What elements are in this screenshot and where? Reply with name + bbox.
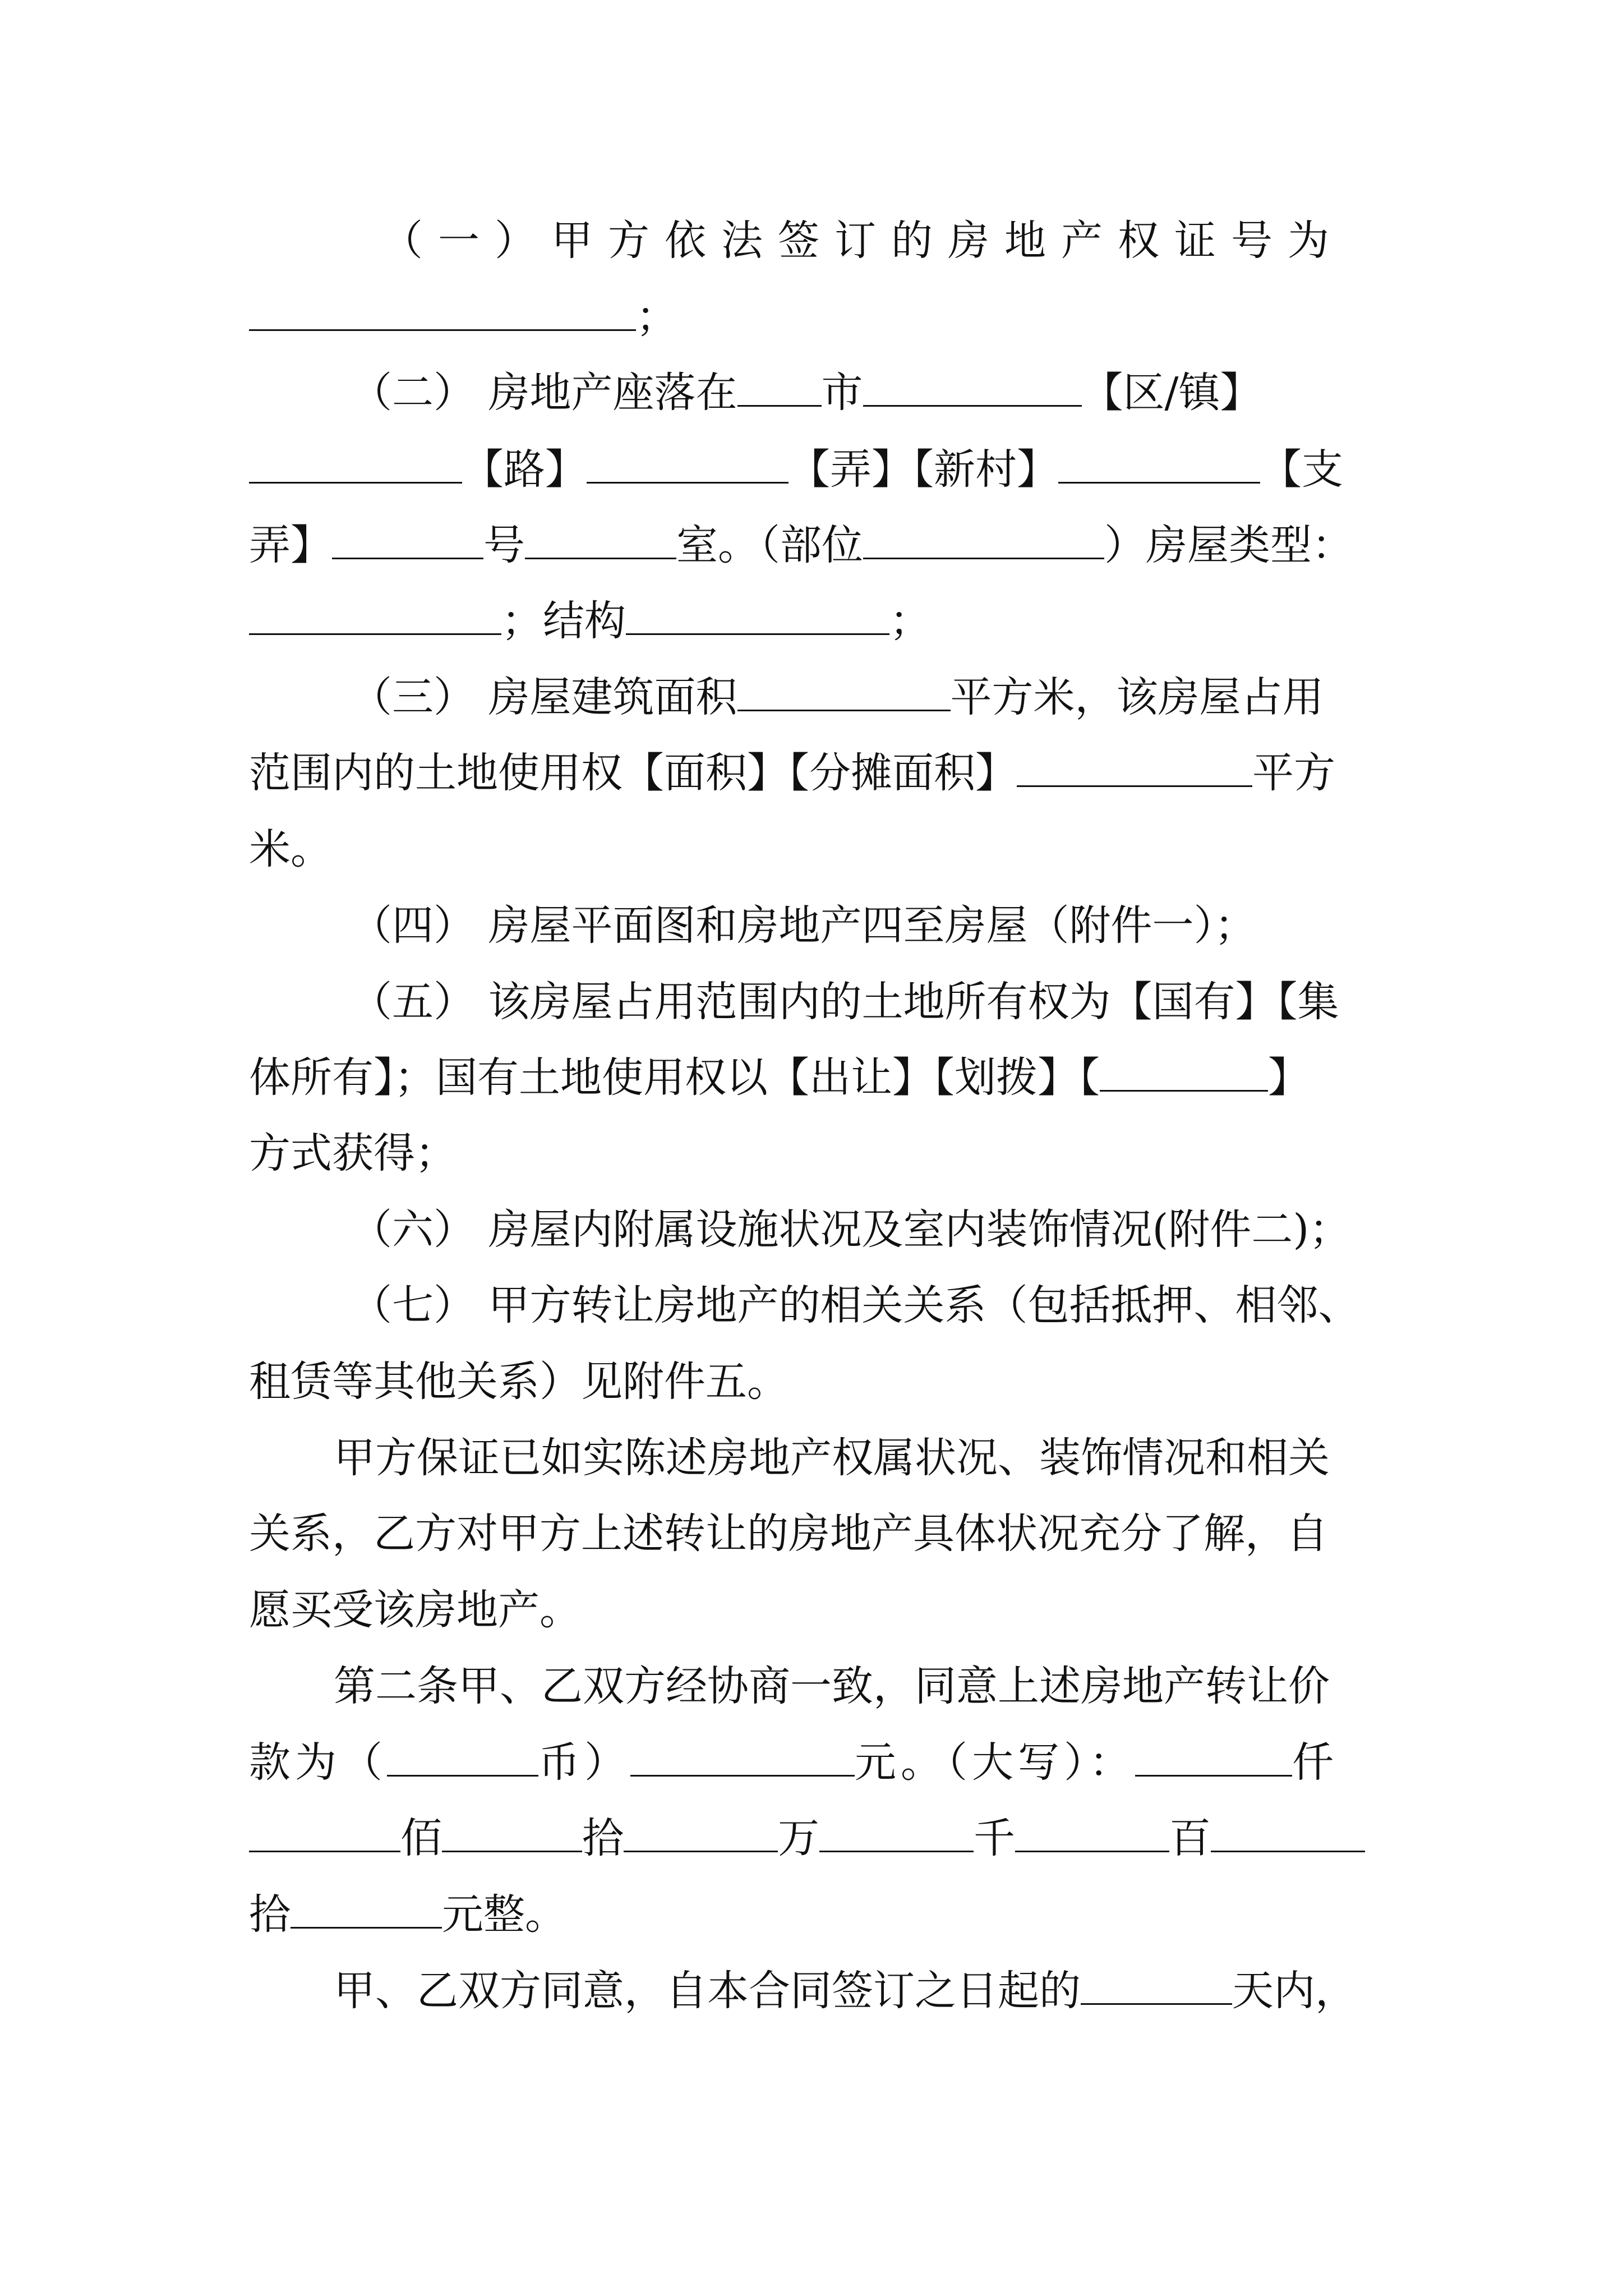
clause-4-text: （四） 房屋平面图和房地产四至房屋（附件一）； (351, 901, 1256, 950)
number-label: 号 (483, 521, 525, 569)
building-area-label: （三） 房屋建筑面积 (351, 673, 737, 721)
clause-6 (351, 1202, 1350, 1258)
guarantee-text: 甲方保证已如实陈述房地产权属状况、装饰情况和相关 (334, 1434, 1330, 1482)
article-2-line-1 (334, 1658, 1330, 1714)
ten-million-label: 拾 (582, 1814, 624, 1862)
city-blank[interactable] (737, 370, 822, 407)
currency-label: 币） (538, 1738, 630, 1787)
clause-2-text: （二） 房地产座落在 (351, 369, 737, 417)
currency-blank[interactable] (387, 1740, 538, 1777)
days-label: 天内， (1232, 1967, 1357, 2015)
clause-2-line-3 (249, 517, 1353, 573)
land-area-label: 范围内的土地使用权【面积】【分摊面积】 (249, 749, 1017, 797)
price-label: 款为（ (249, 1738, 387, 1787)
branch-label: 【支 (1260, 445, 1343, 494)
clause-3-line-1 (351, 669, 1324, 725)
clause-1-line-2 (249, 289, 677, 345)
lane-blank[interactable] (587, 447, 789, 484)
land-right-end: 】 (1268, 1053, 1310, 1102)
clause-1-end: ； (636, 293, 677, 341)
clause-4 (351, 898, 1256, 954)
clause-7-text: （七） 甲方转让房地产的相关关系（包括抵押、相邻、 (351, 1281, 1360, 1329)
clause-5-line-1 (351, 974, 1339, 1030)
yuan-blank[interactable] (291, 1892, 442, 1929)
article-2-line-4 (249, 1887, 566, 1943)
land-right-label: 体所有】；国有土地使用权以【出让】【划拨】【 (249, 1053, 1100, 1102)
clause-2-line-2 (249, 441, 1343, 498)
structure-blank[interactable] (626, 598, 889, 635)
hundred-million-label: 佰 (400, 1814, 442, 1862)
guarantee-text-3: 愿买受该房地产。 (249, 1586, 581, 1634)
district-blank[interactable] (863, 370, 1082, 407)
house-type-label: ）房屋类型： (1104, 521, 1353, 569)
location-blank[interactable] (863, 522, 1104, 559)
clause-5-end: 方式获得； (249, 1129, 457, 1177)
article-2-line-2 (249, 1734, 1338, 1791)
clause-2-line-1 (351, 365, 1261, 421)
room-blank[interactable] (525, 522, 676, 559)
article-2-line-3 (249, 1810, 1365, 1866)
road-blank[interactable] (249, 447, 462, 484)
clause-2-line-4 (249, 593, 931, 649)
clause-3-line-2 (249, 745, 1335, 801)
clause-5-line-2 (249, 1050, 1310, 1106)
land-area-unit-end: 米。 (249, 825, 332, 873)
land-area-unit: 平方 (1252, 749, 1335, 797)
clause-1-line-1 (381, 213, 1380, 269)
house-type-blank[interactable] (249, 598, 501, 635)
building-area-blank[interactable] (737, 674, 951, 711)
thousand-digit-label: 千 (974, 1814, 1015, 1862)
guarantee-line-1 (334, 1430, 1330, 1486)
lane-label: 【弄】【新村】 (789, 445, 1058, 494)
clause-5-text: （五） 该房屋占用范围内的土地所有权为【国有】【集 (351, 978, 1339, 1026)
building-area-unit: 平方米，该房屋占用 (950, 673, 1324, 721)
thousand-blank[interactable] (1135, 1740, 1292, 1777)
article-2-text: 第二条甲、乙双方经协商一致，同意上述房地产转让价 (334, 1662, 1330, 1710)
days-blank[interactable] (1081, 1968, 1232, 2005)
price-blank[interactable] (630, 1740, 855, 1777)
ten-thousand-blank[interactable] (624, 1815, 778, 1852)
branch-lane-blank[interactable] (1058, 447, 1260, 484)
ten-label: 拾 (249, 1890, 291, 1939)
clause-7-line-2 (249, 1354, 789, 1410)
number-blank[interactable] (332, 522, 483, 559)
district-label: 【区/镇】 (1081, 369, 1262, 417)
ten-thousand-label: 万 (778, 1814, 819, 1862)
structure-label: ；结构 (501, 597, 626, 645)
clause-7-end: 租赁等其他关系）见附件五。 (249, 1358, 789, 1406)
yuan-label: 元整。 (442, 1890, 566, 1939)
ten-blank[interactable] (1211, 1815, 1365, 1852)
clause-5-line-3 (249, 1125, 457, 1181)
agreement-text: 甲、乙双方同意，自本合同签订之日起的 (334, 1967, 1081, 2015)
agreement-line-1 (334, 1963, 1357, 2019)
land-area-blank[interactable] (1017, 750, 1252, 787)
certificate-number-blank[interactable] (249, 294, 636, 331)
hundred-million-blank[interactable] (249, 1815, 400, 1852)
city-label: 市 (821, 369, 863, 417)
price-uppercase-label: 元。（大写）： (855, 1738, 1135, 1787)
clause-6-text: （六） 房屋内附属设施状况及室内装饰情况(附件二)； (351, 1205, 1351, 1254)
thousand-label: 仟 (1292, 1738, 1338, 1787)
hundred-label: 百 (1169, 1814, 1211, 1862)
thousand-digit-blank[interactable] (819, 1815, 974, 1852)
room-label: 室。（部位 (676, 521, 863, 569)
ten-million-blank[interactable] (442, 1815, 582, 1852)
clause-1-text: （一）甲方依法签订的房地产权证号为 (381, 217, 1344, 265)
hundred-blank[interactable] (1015, 1815, 1169, 1852)
guarantee-text-2: 关系，乙方对甲方上述转让的房地产具体状况充分了解，自 (249, 1510, 1328, 1558)
guarantee-line-2 (249, 1506, 1328, 1562)
land-right-other-blank[interactable] (1100, 1055, 1268, 1092)
guarantee-line-3 (249, 1582, 581, 1638)
clause-3-line-3 (249, 821, 332, 877)
clause-7-line-1 (351, 1277, 1360, 1333)
branch-label-end: 弄】 (249, 521, 332, 569)
road-label: 【路】 (462, 445, 587, 494)
structure-end: ； (889, 597, 931, 645)
